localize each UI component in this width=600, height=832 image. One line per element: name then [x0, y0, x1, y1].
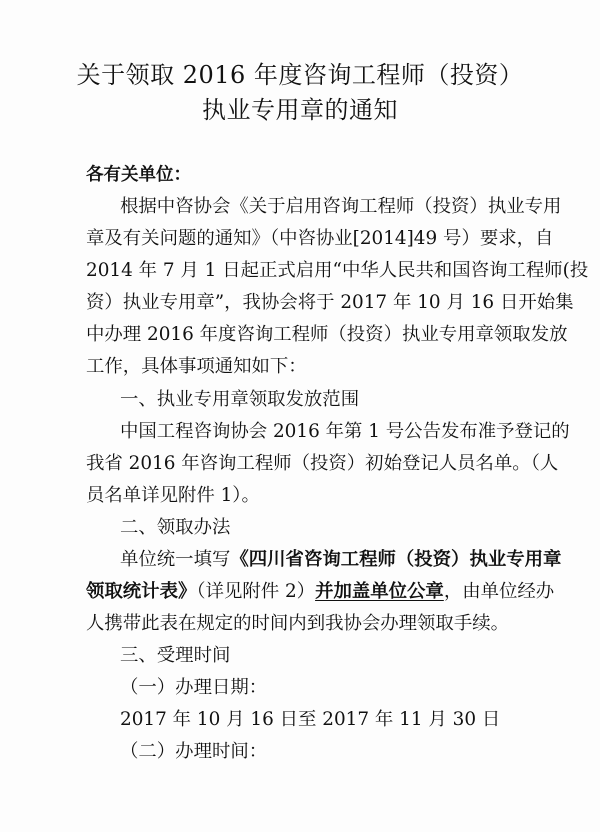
paragraph-line: 2014 年 7 月 1 日起正式启用“中华人民共和国咨询工程师(投 [86, 260, 589, 281]
paragraph-line [120, 549, 561, 571]
paragraph-line: 工作，具体事项通知如下： [86, 356, 307, 377]
section-heading: 三、受理时间 [120, 645, 231, 666]
paragraph-line: 人携带此表在规定的时间内到我协会办理领取手续。 [86, 613, 509, 634]
date-range: 2017 年 10 月 16 日至 2017 年 11 月 30 日 [120, 709, 501, 730]
stamp-requirement-emphasis: 并加盖单位公章 [315, 581, 444, 602]
paragraph-line: 员名单详见附件 1）。 [86, 485, 260, 506]
form-name-emphasis: 领取统计表》 [86, 581, 197, 602]
section-heading: 一、执业专用章领取发放范围 [120, 389, 360, 410]
salutation: 各有关单位： [86, 165, 191, 185]
form-name-emphasis: 《四川省咨询工程师（投资）执业专用章 [230, 549, 562, 570]
paragraph-line: 我省 2016 年咨询工程师（投资）初始登记人员名单。（人 [86, 453, 559, 474]
paragraph-line: 资）执业专用章”，我协会将于 2017 年 10 月 16 日开始集 [86, 292, 574, 313]
subsection-heading: （二）办理时间： [120, 741, 268, 762]
notice-title-line-1: 关于领取 2016 年度咨询工程师（投资） [76, 61, 524, 89]
text-run: 单位统一填写 [120, 549, 231, 570]
notice-title-line-2: 执业专用章的通知 [202, 96, 398, 124]
text-run: ，由单位经办 [443, 581, 555, 602]
subsection-heading: （一）办理日期： [120, 677, 268, 698]
paragraph-line: 中国工程咨询协会 2016 年第 1 号公告发布准予登记的 [120, 421, 570, 442]
paragraph-line [86, 581, 554, 603]
paragraph-line: 中办理 2016 年度咨询工程师（投资）执业专用章领取发放 [86, 324, 568, 345]
paragraph-line: 根据中咨协会《关于启用咨询工程师（投资）执业专用 [120, 196, 562, 217]
text-run: （详见附件 2） [196, 581, 316, 602]
paragraph-line: 章及有关问题的通知》（中咨协业[2014]49 号）要求，自 [86, 228, 554, 249]
section-heading: 二、领取办法 [120, 517, 231, 538]
